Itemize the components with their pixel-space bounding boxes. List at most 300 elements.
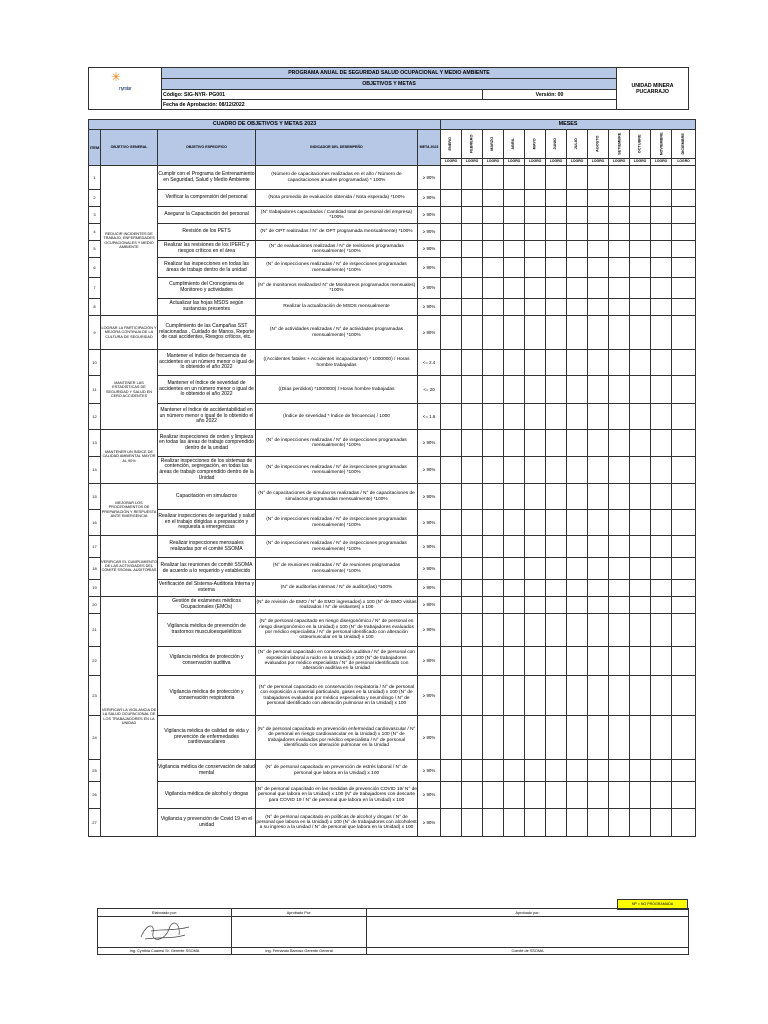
month-cell[interactable] xyxy=(630,760,651,782)
month-cell[interactable] xyxy=(588,536,609,558)
month-cell[interactable] xyxy=(630,676,651,716)
month-cell[interactable] xyxy=(462,299,483,316)
month-cell[interactable] xyxy=(588,316,609,350)
month-cell[interactable] xyxy=(567,647,588,676)
month-cell[interactable] xyxy=(441,278,462,299)
month-cell[interactable] xyxy=(567,580,588,597)
month-cell[interactable] xyxy=(504,430,525,457)
month-cell[interactable] xyxy=(483,558,504,580)
month-cell[interactable] xyxy=(441,597,462,614)
month-cell[interactable] xyxy=(567,536,588,558)
month-cell[interactable] xyxy=(441,207,462,224)
month-cell[interactable] xyxy=(588,404,609,430)
month-cell[interactable] xyxy=(441,350,462,376)
month-cell[interactable] xyxy=(546,457,567,484)
month-cell[interactable] xyxy=(609,597,630,614)
month-cell[interactable] xyxy=(525,716,546,760)
month-cell[interactable] xyxy=(483,404,504,430)
month-cell[interactable] xyxy=(462,484,483,510)
month-cell[interactable] xyxy=(546,484,567,510)
month-cell[interactable] xyxy=(588,190,609,207)
month-cell[interactable] xyxy=(504,676,525,716)
month-cell[interactable] xyxy=(441,224,462,241)
month-cell[interactable] xyxy=(483,224,504,241)
month-cell[interactable] xyxy=(630,647,651,676)
month-cell[interactable] xyxy=(588,676,609,716)
month-cell[interactable] xyxy=(546,278,567,299)
month-cell[interactable] xyxy=(609,207,630,224)
month-cell[interactable] xyxy=(672,350,696,376)
month-cell[interactable] xyxy=(546,224,567,241)
month-cell[interactable] xyxy=(546,404,567,430)
month-cell[interactable] xyxy=(441,166,462,190)
month-cell[interactable] xyxy=(672,278,696,299)
month-cell[interactable] xyxy=(441,316,462,350)
month-cell[interactable] xyxy=(567,224,588,241)
month-cell[interactable] xyxy=(504,278,525,299)
month-cell[interactable] xyxy=(609,782,630,809)
month-cell[interactable] xyxy=(651,430,672,457)
month-cell[interactable] xyxy=(651,484,672,510)
month-cell[interactable] xyxy=(483,716,504,760)
month-cell[interactable] xyxy=(504,484,525,510)
month-cell[interactable] xyxy=(441,536,462,558)
month-cell[interactable] xyxy=(630,430,651,457)
month-cell[interactable] xyxy=(525,166,546,190)
month-cell[interactable] xyxy=(567,457,588,484)
month-cell[interactable] xyxy=(462,350,483,376)
month-cell[interactable] xyxy=(462,190,483,207)
month-cell[interactable] xyxy=(441,376,462,404)
month-cell[interactable] xyxy=(672,404,696,430)
month-cell[interactable] xyxy=(525,299,546,316)
month-cell[interactable] xyxy=(462,207,483,224)
month-cell[interactable] xyxy=(546,258,567,278)
month-cell[interactable] xyxy=(546,241,567,258)
month-cell[interactable] xyxy=(525,614,546,647)
month-cell[interactable] xyxy=(567,299,588,316)
month-cell[interactable] xyxy=(672,782,696,809)
month-cell[interactable] xyxy=(651,760,672,782)
month-cell[interactable] xyxy=(483,809,504,837)
month-cell[interactable] xyxy=(504,510,525,536)
month-cell[interactable] xyxy=(483,241,504,258)
month-cell[interactable] xyxy=(483,597,504,614)
month-cell[interactable] xyxy=(588,166,609,190)
month-cell[interactable] xyxy=(483,536,504,558)
month-cell[interactable] xyxy=(609,299,630,316)
month-cell[interactable] xyxy=(630,580,651,597)
month-cell[interactable] xyxy=(588,716,609,760)
month-cell[interactable] xyxy=(462,430,483,457)
month-cell[interactable] xyxy=(462,676,483,716)
month-cell[interactable] xyxy=(504,166,525,190)
month-cell[interactable] xyxy=(525,484,546,510)
month-cell[interactable] xyxy=(441,760,462,782)
month-cell[interactable] xyxy=(504,258,525,278)
month-cell[interactable] xyxy=(441,647,462,676)
month-cell[interactable] xyxy=(462,278,483,299)
month-cell[interactable] xyxy=(483,510,504,536)
month-cell[interactable] xyxy=(483,299,504,316)
month-cell[interactable] xyxy=(504,404,525,430)
month-cell[interactable] xyxy=(525,430,546,457)
month-cell[interactable] xyxy=(504,376,525,404)
month-cell[interactable] xyxy=(630,614,651,647)
month-cell[interactable] xyxy=(630,278,651,299)
month-cell[interactable] xyxy=(588,614,609,647)
month-cell[interactable] xyxy=(630,224,651,241)
month-cell[interactable] xyxy=(462,510,483,536)
month-cell[interactable] xyxy=(609,457,630,484)
month-cell[interactable] xyxy=(630,299,651,316)
month-cell[interactable] xyxy=(609,484,630,510)
month-cell[interactable] xyxy=(525,316,546,350)
month-cell[interactable] xyxy=(483,166,504,190)
month-cell[interactable] xyxy=(462,376,483,404)
month-cell[interactable] xyxy=(651,782,672,809)
month-cell[interactable] xyxy=(672,207,696,224)
month-cell[interactable] xyxy=(609,558,630,580)
month-cell[interactable] xyxy=(546,190,567,207)
month-cell[interactable] xyxy=(588,299,609,316)
month-cell[interactable] xyxy=(525,241,546,258)
month-cell[interactable] xyxy=(630,350,651,376)
month-cell[interactable] xyxy=(651,558,672,580)
month-cell[interactable] xyxy=(588,350,609,376)
month-cell[interactable] xyxy=(462,404,483,430)
month-cell[interactable] xyxy=(672,376,696,404)
month-cell[interactable] xyxy=(567,241,588,258)
month-cell[interactable] xyxy=(441,558,462,580)
month-cell[interactable] xyxy=(630,716,651,760)
month-cell[interactable] xyxy=(546,614,567,647)
month-cell[interactable] xyxy=(651,809,672,837)
month-cell[interactable] xyxy=(462,457,483,484)
month-cell[interactable] xyxy=(546,376,567,404)
month-cell[interactable] xyxy=(672,676,696,716)
month-cell[interactable] xyxy=(567,676,588,716)
month-cell[interactable] xyxy=(630,510,651,536)
month-cell[interactable] xyxy=(630,536,651,558)
month-cell[interactable] xyxy=(483,190,504,207)
month-cell[interactable] xyxy=(609,404,630,430)
month-cell[interactable] xyxy=(609,190,630,207)
month-cell[interactable] xyxy=(567,404,588,430)
month-cell[interactable] xyxy=(525,350,546,376)
month-cell[interactable] xyxy=(525,207,546,224)
month-cell[interactable] xyxy=(525,278,546,299)
month-cell[interactable] xyxy=(651,510,672,536)
month-cell[interactable] xyxy=(651,350,672,376)
month-cell[interactable] xyxy=(630,316,651,350)
month-cell[interactable] xyxy=(672,580,696,597)
month-cell[interactable] xyxy=(630,558,651,580)
month-cell[interactable] xyxy=(588,558,609,580)
month-cell[interactable] xyxy=(672,484,696,510)
month-cell[interactable] xyxy=(441,430,462,457)
month-cell[interactable] xyxy=(588,258,609,278)
month-cell[interactable] xyxy=(672,716,696,760)
month-cell[interactable] xyxy=(525,782,546,809)
month-cell[interactable] xyxy=(504,350,525,376)
month-cell[interactable] xyxy=(651,278,672,299)
month-cell[interactable] xyxy=(588,376,609,404)
month-cell[interactable] xyxy=(609,716,630,760)
month-cell[interactable] xyxy=(546,760,567,782)
month-cell[interactable] xyxy=(567,510,588,536)
month-cell[interactable] xyxy=(651,376,672,404)
month-cell[interactable] xyxy=(672,457,696,484)
month-cell[interactable] xyxy=(630,258,651,278)
month-cell[interactable] xyxy=(441,614,462,647)
month-cell[interactable] xyxy=(504,316,525,350)
month-cell[interactable] xyxy=(651,299,672,316)
month-cell[interactable] xyxy=(567,430,588,457)
month-cell[interactable] xyxy=(567,258,588,278)
month-cell[interactable] xyxy=(462,241,483,258)
month-cell[interactable] xyxy=(546,580,567,597)
month-cell[interactable] xyxy=(504,207,525,224)
month-cell[interactable] xyxy=(630,241,651,258)
month-cell[interactable] xyxy=(609,224,630,241)
month-cell[interactable] xyxy=(609,316,630,350)
month-cell[interactable] xyxy=(525,457,546,484)
month-cell[interactable] xyxy=(483,207,504,224)
month-cell[interactable] xyxy=(525,376,546,404)
month-cell[interactable] xyxy=(546,207,567,224)
month-cell[interactable] xyxy=(567,782,588,809)
month-cell[interactable] xyxy=(483,350,504,376)
month-cell[interactable] xyxy=(462,224,483,241)
month-cell[interactable] xyxy=(483,484,504,510)
month-cell[interactable] xyxy=(651,241,672,258)
month-cell[interactable] xyxy=(462,614,483,647)
month-cell[interactable] xyxy=(504,558,525,580)
month-cell[interactable] xyxy=(672,597,696,614)
month-cell[interactable] xyxy=(462,809,483,837)
month-cell[interactable] xyxy=(567,484,588,510)
month-cell[interactable] xyxy=(567,614,588,647)
month-cell[interactable] xyxy=(609,536,630,558)
month-cell[interactable] xyxy=(546,166,567,190)
month-cell[interactable] xyxy=(525,558,546,580)
month-cell[interactable] xyxy=(525,536,546,558)
month-cell[interactable] xyxy=(672,430,696,457)
month-cell[interactable] xyxy=(672,536,696,558)
month-cell[interactable] xyxy=(651,166,672,190)
month-cell[interactable] xyxy=(504,782,525,809)
month-cell[interactable] xyxy=(630,597,651,614)
month-cell[interactable] xyxy=(504,647,525,676)
month-cell[interactable] xyxy=(567,376,588,404)
month-cell[interactable] xyxy=(504,457,525,484)
month-cell[interactable] xyxy=(588,782,609,809)
month-cell[interactable] xyxy=(525,760,546,782)
month-cell[interactable] xyxy=(483,580,504,597)
month-cell[interactable] xyxy=(441,580,462,597)
month-cell[interactable] xyxy=(630,190,651,207)
month-cell[interactable] xyxy=(525,224,546,241)
month-cell[interactable] xyxy=(504,809,525,837)
month-cell[interactable] xyxy=(651,536,672,558)
month-cell[interactable] xyxy=(462,580,483,597)
month-cell[interactable] xyxy=(609,278,630,299)
month-cell[interactable] xyxy=(651,224,672,241)
month-cell[interactable] xyxy=(567,350,588,376)
month-cell[interactable] xyxy=(504,536,525,558)
month-cell[interactable] xyxy=(462,558,483,580)
month-cell[interactable] xyxy=(441,404,462,430)
month-cell[interactable] xyxy=(483,258,504,278)
month-cell[interactable] xyxy=(567,760,588,782)
month-cell[interactable] xyxy=(609,241,630,258)
month-cell[interactable] xyxy=(525,809,546,837)
month-cell[interactable] xyxy=(483,614,504,647)
month-cell[interactable] xyxy=(567,809,588,837)
month-cell[interactable] xyxy=(567,597,588,614)
month-cell[interactable] xyxy=(441,676,462,716)
month-cell[interactable] xyxy=(609,166,630,190)
month-cell[interactable] xyxy=(588,647,609,676)
month-cell[interactable] xyxy=(588,510,609,536)
month-cell[interactable] xyxy=(672,510,696,536)
month-cell[interactable] xyxy=(609,430,630,457)
month-cell[interactable] xyxy=(588,278,609,299)
month-cell[interactable] xyxy=(567,166,588,190)
month-cell[interactable] xyxy=(672,166,696,190)
month-cell[interactable] xyxy=(546,647,567,676)
month-cell[interactable] xyxy=(672,224,696,241)
month-cell[interactable] xyxy=(483,782,504,809)
month-cell[interactable] xyxy=(483,457,504,484)
month-cell[interactable] xyxy=(504,299,525,316)
month-cell[interactable] xyxy=(672,316,696,350)
month-cell[interactable] xyxy=(588,457,609,484)
month-cell[interactable] xyxy=(609,676,630,716)
month-cell[interactable] xyxy=(630,166,651,190)
month-cell[interactable] xyxy=(672,190,696,207)
month-cell[interactable] xyxy=(462,258,483,278)
month-cell[interactable] xyxy=(651,258,672,278)
month-cell[interactable] xyxy=(441,299,462,316)
month-cell[interactable] xyxy=(672,241,696,258)
month-cell[interactable] xyxy=(609,258,630,278)
month-cell[interactable] xyxy=(483,376,504,404)
month-cell[interactable] xyxy=(441,241,462,258)
month-cell[interactable] xyxy=(441,484,462,510)
month-cell[interactable] xyxy=(651,207,672,224)
month-cell[interactable] xyxy=(546,558,567,580)
month-cell[interactable] xyxy=(588,430,609,457)
month-cell[interactable] xyxy=(504,597,525,614)
month-cell[interactable] xyxy=(546,597,567,614)
month-cell[interactable] xyxy=(567,316,588,350)
month-cell[interactable] xyxy=(546,782,567,809)
month-cell[interactable] xyxy=(546,350,567,376)
month-cell[interactable] xyxy=(462,782,483,809)
month-cell[interactable] xyxy=(504,716,525,760)
month-cell[interactable] xyxy=(441,190,462,207)
month-cell[interactable] xyxy=(483,316,504,350)
month-cell[interactable] xyxy=(588,484,609,510)
month-cell[interactable] xyxy=(567,207,588,224)
month-cell[interactable] xyxy=(525,258,546,278)
month-cell[interactable] xyxy=(462,536,483,558)
month-cell[interactable] xyxy=(651,597,672,614)
month-cell[interactable] xyxy=(504,224,525,241)
month-cell[interactable] xyxy=(504,614,525,647)
month-cell[interactable] xyxy=(651,676,672,716)
month-cell[interactable] xyxy=(441,510,462,536)
month-cell[interactable] xyxy=(651,580,672,597)
month-cell[interactable] xyxy=(567,558,588,580)
month-cell[interactable] xyxy=(567,190,588,207)
month-cell[interactable] xyxy=(609,350,630,376)
month-cell[interactable] xyxy=(630,207,651,224)
month-cell[interactable] xyxy=(630,376,651,404)
month-cell[interactable] xyxy=(462,760,483,782)
month-cell[interactable] xyxy=(525,647,546,676)
month-cell[interactable] xyxy=(672,760,696,782)
month-cell[interactable] xyxy=(441,258,462,278)
month-cell[interactable] xyxy=(483,430,504,457)
month-cell[interactable] xyxy=(462,716,483,760)
month-cell[interactable] xyxy=(546,316,567,350)
month-cell[interactable] xyxy=(546,510,567,536)
month-cell[interactable] xyxy=(651,457,672,484)
month-cell[interactable] xyxy=(609,376,630,404)
month-cell[interactable] xyxy=(483,278,504,299)
month-cell[interactable] xyxy=(525,580,546,597)
month-cell[interactable] xyxy=(462,597,483,614)
month-cell[interactable] xyxy=(672,258,696,278)
month-cell[interactable] xyxy=(546,536,567,558)
month-cell[interactable] xyxy=(483,760,504,782)
month-cell[interactable] xyxy=(588,580,609,597)
month-cell[interactable] xyxy=(588,224,609,241)
month-cell[interactable] xyxy=(672,647,696,676)
month-cell[interactable] xyxy=(525,510,546,536)
month-cell[interactable] xyxy=(651,190,672,207)
month-cell[interactable] xyxy=(588,597,609,614)
month-cell[interactable] xyxy=(546,716,567,760)
month-cell[interactable] xyxy=(483,647,504,676)
month-cell[interactable] xyxy=(546,299,567,316)
month-cell[interactable] xyxy=(630,457,651,484)
month-cell[interactable] xyxy=(609,510,630,536)
month-cell[interactable] xyxy=(609,809,630,837)
month-cell[interactable] xyxy=(504,241,525,258)
month-cell[interactable] xyxy=(441,716,462,760)
month-cell[interactable] xyxy=(462,316,483,350)
month-cell[interactable] xyxy=(462,166,483,190)
month-cell[interactable] xyxy=(462,647,483,676)
month-cell[interactable] xyxy=(630,782,651,809)
month-cell[interactable] xyxy=(672,299,696,316)
month-cell[interactable] xyxy=(525,190,546,207)
month-cell[interactable] xyxy=(483,676,504,716)
month-cell[interactable] xyxy=(630,404,651,430)
month-cell[interactable] xyxy=(441,457,462,484)
month-cell[interactable] xyxy=(609,760,630,782)
month-cell[interactable] xyxy=(525,676,546,716)
month-cell[interactable] xyxy=(651,316,672,350)
month-cell[interactable] xyxy=(588,760,609,782)
month-cell[interactable] xyxy=(651,404,672,430)
month-cell[interactable] xyxy=(609,647,630,676)
month-cell[interactable] xyxy=(441,809,462,837)
